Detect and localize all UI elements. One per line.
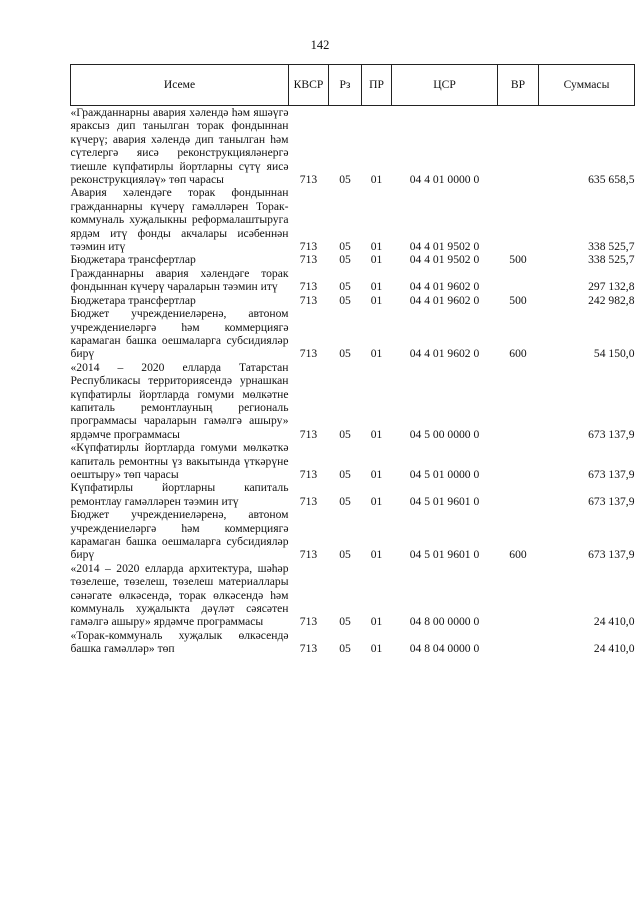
header-sum: Суммасы [539,65,635,106]
page-number: 142 [310,38,330,52]
row-vr [498,267,539,294]
row-pr: 01 [370,615,383,629]
row-name: «2014 – 2020 елларда архитектура, шәһәр төзелеше, төзелеш, төзелеш материаллары сәнәгате өлкәсендә, торак өлкәсендә һәм коммуналь хуҗалыкта дәүләт сәясәтен гамәлгә ашыру» ярдәмче программасы [70,561,289,629]
row-sum: 24 410,0 [593,642,635,656]
budget-table [70,64,635,656]
row-rz: 05 [339,642,351,656]
row-kvsr: 713 [299,494,318,508]
row-pr: 01 [370,173,383,187]
table-row [71,267,635,294]
table-row [71,106,635,187]
row-kvsr: 713 [299,240,318,254]
row-pr: 01 [370,280,383,294]
row-pr: 01 [370,293,383,307]
row-pr: 01 [370,494,383,508]
row-kvsr: 713 [299,173,318,187]
row-sum: 338 525,7 [588,253,635,267]
table-row [71,629,635,656]
row-pr: 01 [370,427,383,441]
row-name: Күпфатирлы йортларны капиталь ремонтлау гамәлләрен тәэмин итү [70,481,289,508]
row-csr: 04 4 01 9602 0 [409,280,480,294]
row-vr [498,106,539,187]
table-row [71,508,635,562]
row-sum: 24 410,0 [593,615,635,629]
row-name: Авария хәлендәге торак фондыннан гражданнарны күчерү гамәлләрен Торак-коммуналь хуҗалыкны реформалаштыруга ярдәм итү фонды акчалары исәбеннән тәэмин итү [70,186,289,254]
row-sum: 673 137,9 [588,427,635,441]
table-row [71,307,635,361]
row-csr: 04 4 01 9602 0 [409,347,480,361]
row-pr: 01 [370,347,383,361]
table-row [71,361,635,441]
row-rz: 05 [339,467,351,481]
row-kvsr: 713 [299,615,318,629]
header-pr: ПР [362,65,392,106]
row-sum: 297 132,8 [588,280,635,294]
row-name: Гражданнарны авария хәлендәге торак фондыннан күчерү чараларын тәэмин итү [70,266,289,294]
row-name: «Торак-коммуналь хуҗалык өлкәсендә башка гамәлләр» төп [70,628,289,656]
row-pr: 01 [370,253,383,267]
row-csr: 04 5 01 9601 0 [409,494,480,508]
row-vr [498,361,539,441]
row-rz: 05 [339,253,351,267]
header-kvsr: КВСР [289,65,329,106]
row-pr: 01 [370,467,383,481]
row-kvsr: 713 [299,347,318,361]
row-vr [498,481,539,508]
row-name: Бюджетара трансфертлар [70,253,196,267]
row-vr: 600 [509,548,527,562]
row-csr: 04 4 01 9602 0 [409,293,480,307]
header-csr: ЦСР [392,65,498,106]
row-name: Бюджет учреждениеләренә, автоном учреждениеләргә һәм коммерциягә карамаган башка оешмаларга субсидияләр бирү [70,508,289,562]
row-vr [498,186,539,253]
header-rz: Рз [329,65,362,106]
row-vr [498,629,539,656]
row-kvsr: 713 [299,548,318,562]
row-rz: 05 [339,494,351,508]
row-sum: 635 658,5 [588,173,635,187]
row-rz: 05 [339,427,351,441]
table-row [71,186,635,253]
row-csr: 04 5 01 9601 0 [409,548,480,562]
table-row [71,253,635,266]
header-name: Исеме [71,65,289,106]
row-vr [498,562,539,629]
row-pr: 01 [370,240,383,254]
row-sum: 673 137,9 [588,494,635,508]
row-kvsr: 713 [299,467,318,481]
row-rz: 05 [339,280,351,294]
table-row [71,562,635,629]
row-csr: 04 8 00 0000 0 [409,615,480,629]
row-pr: 01 [370,642,383,656]
row-rz: 05 [339,347,351,361]
row-vr: 500 [509,293,527,307]
row-name: «Күпфатирлы йортларда гомуми мөлкәткә капиталь ремонтны үз вакытында үткәрүне оештыру» төп чарасы [70,441,289,481]
row-csr: 04 4 01 9502 0 [409,253,480,267]
row-sum: 54 150,0 [593,347,635,361]
row-sum: 242 982,8 [588,293,635,307]
row-csr: 04 4 01 9502 0 [409,240,480,254]
table-header-row [71,65,635,106]
row-csr: 04 4 01 0000 0 [409,173,480,187]
row-sum: 673 137,9 [588,548,635,562]
row-kvsr: 713 [299,280,318,294]
row-rz: 05 [339,293,351,307]
row-kvsr: 713 [299,253,318,267]
row-name: «2014 – 2020 елларда Татарстан Республикасы территориясендә урнашкан күпфатирлы йортларда гомуми мөлкәтне капиталь ремонтлауның региональ программасы чараларын гамәлгә ашыру» ярдәмче программасы [70,360,289,441]
header-vr: ВР [498,65,539,106]
row-csr: 04 8 04 0000 0 [409,642,480,656]
row-name: Бюджет учреждениеләренә, автоном учреждениеләргә һәм коммерциягә карамаган башка оешмаларга субсидияләр бирү [70,307,289,361]
row-rz: 05 [339,615,351,629]
row-rz: 05 [339,240,351,254]
row-csr: 04 5 01 0000 0 [409,467,480,481]
row-rz: 05 [339,173,351,187]
row-name: «Гражданнарны авария хәлендә һәм яшәүгә яраксыз дип танылган торак фондыннан күчерү; авария хәлендә дип танылган һәм сүтелергә яисә реконструкцияләнергә тиешле күпфатирлы йортларны сүтү яисә реконструкцияләү» төп чарасы [70,106,289,187]
row-kvsr: 713 [299,642,318,656]
row-kvsr: 713 [299,293,318,307]
row-csr: 04 5 00 0000 0 [409,427,480,441]
row-name: Бюджетара трансфертлар [70,293,196,307]
row-rz: 05 [339,548,351,562]
table-row [71,294,635,307]
row-sum: 673 137,9 [588,467,635,481]
row-pr: 01 [370,548,383,562]
table-row [71,441,635,481]
row-kvsr: 713 [299,427,318,441]
row-vr: 600 [509,347,527,361]
row-sum: 338 525,7 [588,240,635,254]
row-vr: 500 [509,253,527,267]
table-row [71,481,635,508]
row-vr [498,441,539,481]
